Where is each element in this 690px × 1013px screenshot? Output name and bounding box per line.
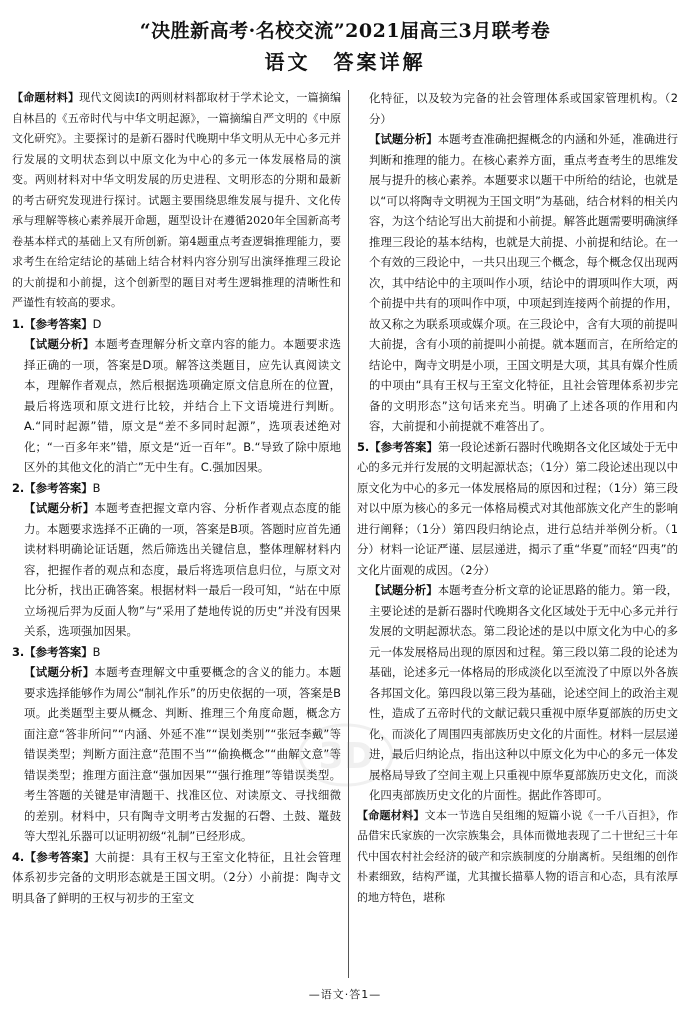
material2-tag: 【命题材料】 <box>357 808 425 822</box>
q1-analysis <box>12 334 341 478</box>
q5-number: 5. <box>357 439 370 454</box>
q5-answer-text: 第一段论述新石器时代晚期各文化区域处于无中心的多元并行发展的文明起源状态；（1分）第二段论述出现以中原文化为中心的多元一体发展格局的原因和过程；（1分）第三段对以中原为核心的多元一体格局模式对其他部族文化产生的影响进行阐释；（1分）第四段归纳论点，进行总结并举例分析。（1分）材料一论证严谨、层层递进，揭示了重“华夏”而轻“四夷”的文化片面观的成因。（2分） <box>357 439 678 577</box>
q3-analysis <box>12 662 341 847</box>
watermark-text: 3D <box>318 736 374 777</box>
left-column <box>12 88 341 908</box>
q1-analysis-text: 本题考查理解分析文章内容的能力。本题要求选择正确的一项，答案是D项。解答这类题目，应先认真阅读文本，理解作者观点，然后根据选项确定原文信息所在的位置，最后将选项和原文进行比较，并结合上下文语境进行判断。A.“同时起源”错，原文是“差不多同时起源”，选项表述绝对化；“一百多年来”错，原文是“近一百年”。B.“导致了除中原地区外的其他文化的消亡”无中生有。C.强加因果。 <box>24 337 341 474</box>
q1-analysis-tag: 【试题分析】 <box>24 337 95 351</box>
q4-analysis <box>357 129 678 437</box>
page-subtitle: 语文 答案详解 <box>264 50 426 74</box>
q4-number: 4. <box>12 849 25 864</box>
watermark-logo <box>296 720 396 790</box>
q5-analysis-tag: 【试题分析】 <box>369 583 438 597</box>
q5-analysis <box>357 580 678 806</box>
q4-analysis-tag: 【试题分析】 <box>369 132 438 146</box>
q4-answer <box>12 847 341 909</box>
q4-answer-text: 大前提：具有王权与王室文化特征，且社会管理体系初步完备的文明形态就是王国文明。（2分）小前提：陶寺文明具备了鲜明的王权与初步的王室文 <box>12 849 341 905</box>
q1-number: 1. <box>12 316 25 331</box>
q5-analysis-text: 本题考查分析文章的论证思路的能力。第一段，主要论述的是新石器时代晚期各文化区域处于无中心多元并行发展的文明起源状态。第二段论述的是以中原文化为中心的多元一体发展格局出现的原因和过程。第三段以第二段的论述为基础，论述多元一体格局的形成淡化以至流没了中原以外各族各邦国文化。第四段以第三段为基础，论述空间上的政治主观性，造成了五帝时代的文献记载只重视中原华夏部族的历史文化，而淡化了周围四夷部族历史文化的片面性。材料一层层递进，最后归纳论点，指出这种以中原文化为中心的多元一体发展格局导致了空间主观上只重视中原华夏部族历史文化，而淡化四夷部族历史文化的片面性。据此作答即可。 <box>369 583 678 802</box>
q1-answer <box>12 314 341 335</box>
intro-paragraph <box>12 88 341 314</box>
q3-answer <box>12 642 341 663</box>
column-divider <box>348 90 349 978</box>
q2-answer <box>12 478 341 499</box>
q1-answer-tag: 【参考答案】 <box>24 316 93 331</box>
q1-answer-value: D <box>92 316 102 331</box>
q2-analysis-tag: 【试题分析】 <box>24 501 95 515</box>
q2-analysis <box>12 498 341 642</box>
q2-answer-tag: 【参考答案】 <box>24 480 93 495</box>
q3-answer-value: B <box>92 644 101 659</box>
q2-analysis-text: 本题考查把握文章内容、分析作者观点态度的能力。本题要求选择不正确的一项，答案是B项。答题时应首先通读材料明确论证话题，然后筛选出关键信息，整体理解材料内容，把握作者的观点和态度，最后将选项信息归位，与原文对比分析，找出正确答案。根据材料一最后一段可知，“站在中原立场视后羿为反面人物”与“采用了楚地传说的历史”并没有因果关系，选项强加因果。 <box>24 501 341 638</box>
q2-answer-value: B <box>92 480 101 495</box>
q5-answer-tag: 【参考答案】 <box>369 439 438 454</box>
q2-number: 2. <box>12 480 25 495</box>
intro-text: 现代文阅读Ⅰ的两则材料都取材于学术论文，一篇摘编自林昌的《五帝时代与中华文明起源》，一篇摘编自严文明的《中原文化研究》。主要探讨的是新石器时代晚期中华文明从无中心多元并行发展的文明状态到以中原文化为中心的多元一体发展格局的演变。两则材料对中华文明发展的历史进程、文明形态的分期和最新的考古研究发现进行探讨。试题主要围绕思维发展与提升、文化传承与理解等核心素养展开命题，题型设计在遵循2020年全国新高考卷基本样式的基础上又有所创新。第4题重点考查逻辑推理能力，要求考生在给定结论的基础上结合材料内容分别写出演绎推理三段论的大前提和小前提，这个创新型的题目对考生逻辑推理的清晰性和严谨性有较高的要求。 <box>12 91 342 309</box>
right-column <box>357 88 678 908</box>
material2-text: 文本一节选自吴组缃的短篇小说《一千八百担》，作品借宋氏家族的一次宗族集会，具体而微地表现了二十世纪三十年代中国农村社会经济的破产和宗族制度的分崩离析。吴组缃的创作朴素细致，结构严谨，尤其擅长描摹人物的语言和心态，具有浓厚的地方特色，堪称 <box>357 808 679 904</box>
q5-answer <box>357 437 678 581</box>
q3-number: 3. <box>12 644 25 659</box>
material2-paragraph <box>357 806 678 909</box>
q4-analysis-text: 本题考查准确把握概念的内涵和外延，准确进行判断和推理的能力。在核心素养方面，重点考查考生的思维发展与提升的核心素养。本题要求以题干中所给的结论，也就是以“可以将陶寺文明视为王国文明”为基础，结合材料的相关内容，为这个结论写出大前提和小前提。解答此题需要明确演绎推理三段论的基本结构，也就是大前提、小前提和结论。在一个有效的三段论中，一共只出现三个概念，每个概念仅出现两次，其中结论中的主项叫作小项，结论中的谓项叫作大项，两个前提中共有的项叫作中项，中项起到连接两个前提的作用，故又称之为联系项或媒介项。在三段论中，含有大项的前提叫大前提，含有小项的前提叫小前提。就本题而言，在所给定的结论中，陶寺文明是小项，王国文明是大项，其具有媒介性质的中项由“具有王权与王室文化特征，且社会管理体系初步完备的文明形态”这句话来充当。明确了上述各项的作用和内容，大前提和小前提就不难答出了。 <box>369 132 678 433</box>
page-footer: —语文·答1— <box>308 988 382 1001</box>
page-title: “决胜新高考·名校交流”2021届高三3月联考卷 <box>139 20 551 42</box>
q3-analysis-text: 本题考查理解文中重要概念的含义的能力。本题要求选择能够作为周公“制礼作乐”的历史依据的一项，答案是B项。此类题型主要从概念、判断、推理三个角度命题，概念方面注意“答非所问”“内涵、外延不准”“误划类别”“张冠李戴”等错误类型；判断方面注意“范围不当”“偷换概念”“曲解文意”等错误类型；推理方面注意“强加因果”“强行推理”等错误类型。考生答题的关键是审清题干、找准区位、对读原文、寻找细微的差别。材料中，只有陶寺文明考古发掘的石磬、土鼓、鼍鼓等大型礼乐器可以证明初级“礼制”已经形成。 <box>24 665 341 843</box>
q4-answer-continued: 化特征，以及较为完备的社会管理体系或国家管理机构。（2分） <box>369 91 678 126</box>
q4-answer-tag: 【参考答案】 <box>24 849 95 864</box>
q3-analysis-tag: 【试题分析】 <box>24 665 95 679</box>
q3-answer-tag: 【参考答案】 <box>24 644 93 659</box>
intro-tag: 【命题材料】 <box>12 91 80 104</box>
